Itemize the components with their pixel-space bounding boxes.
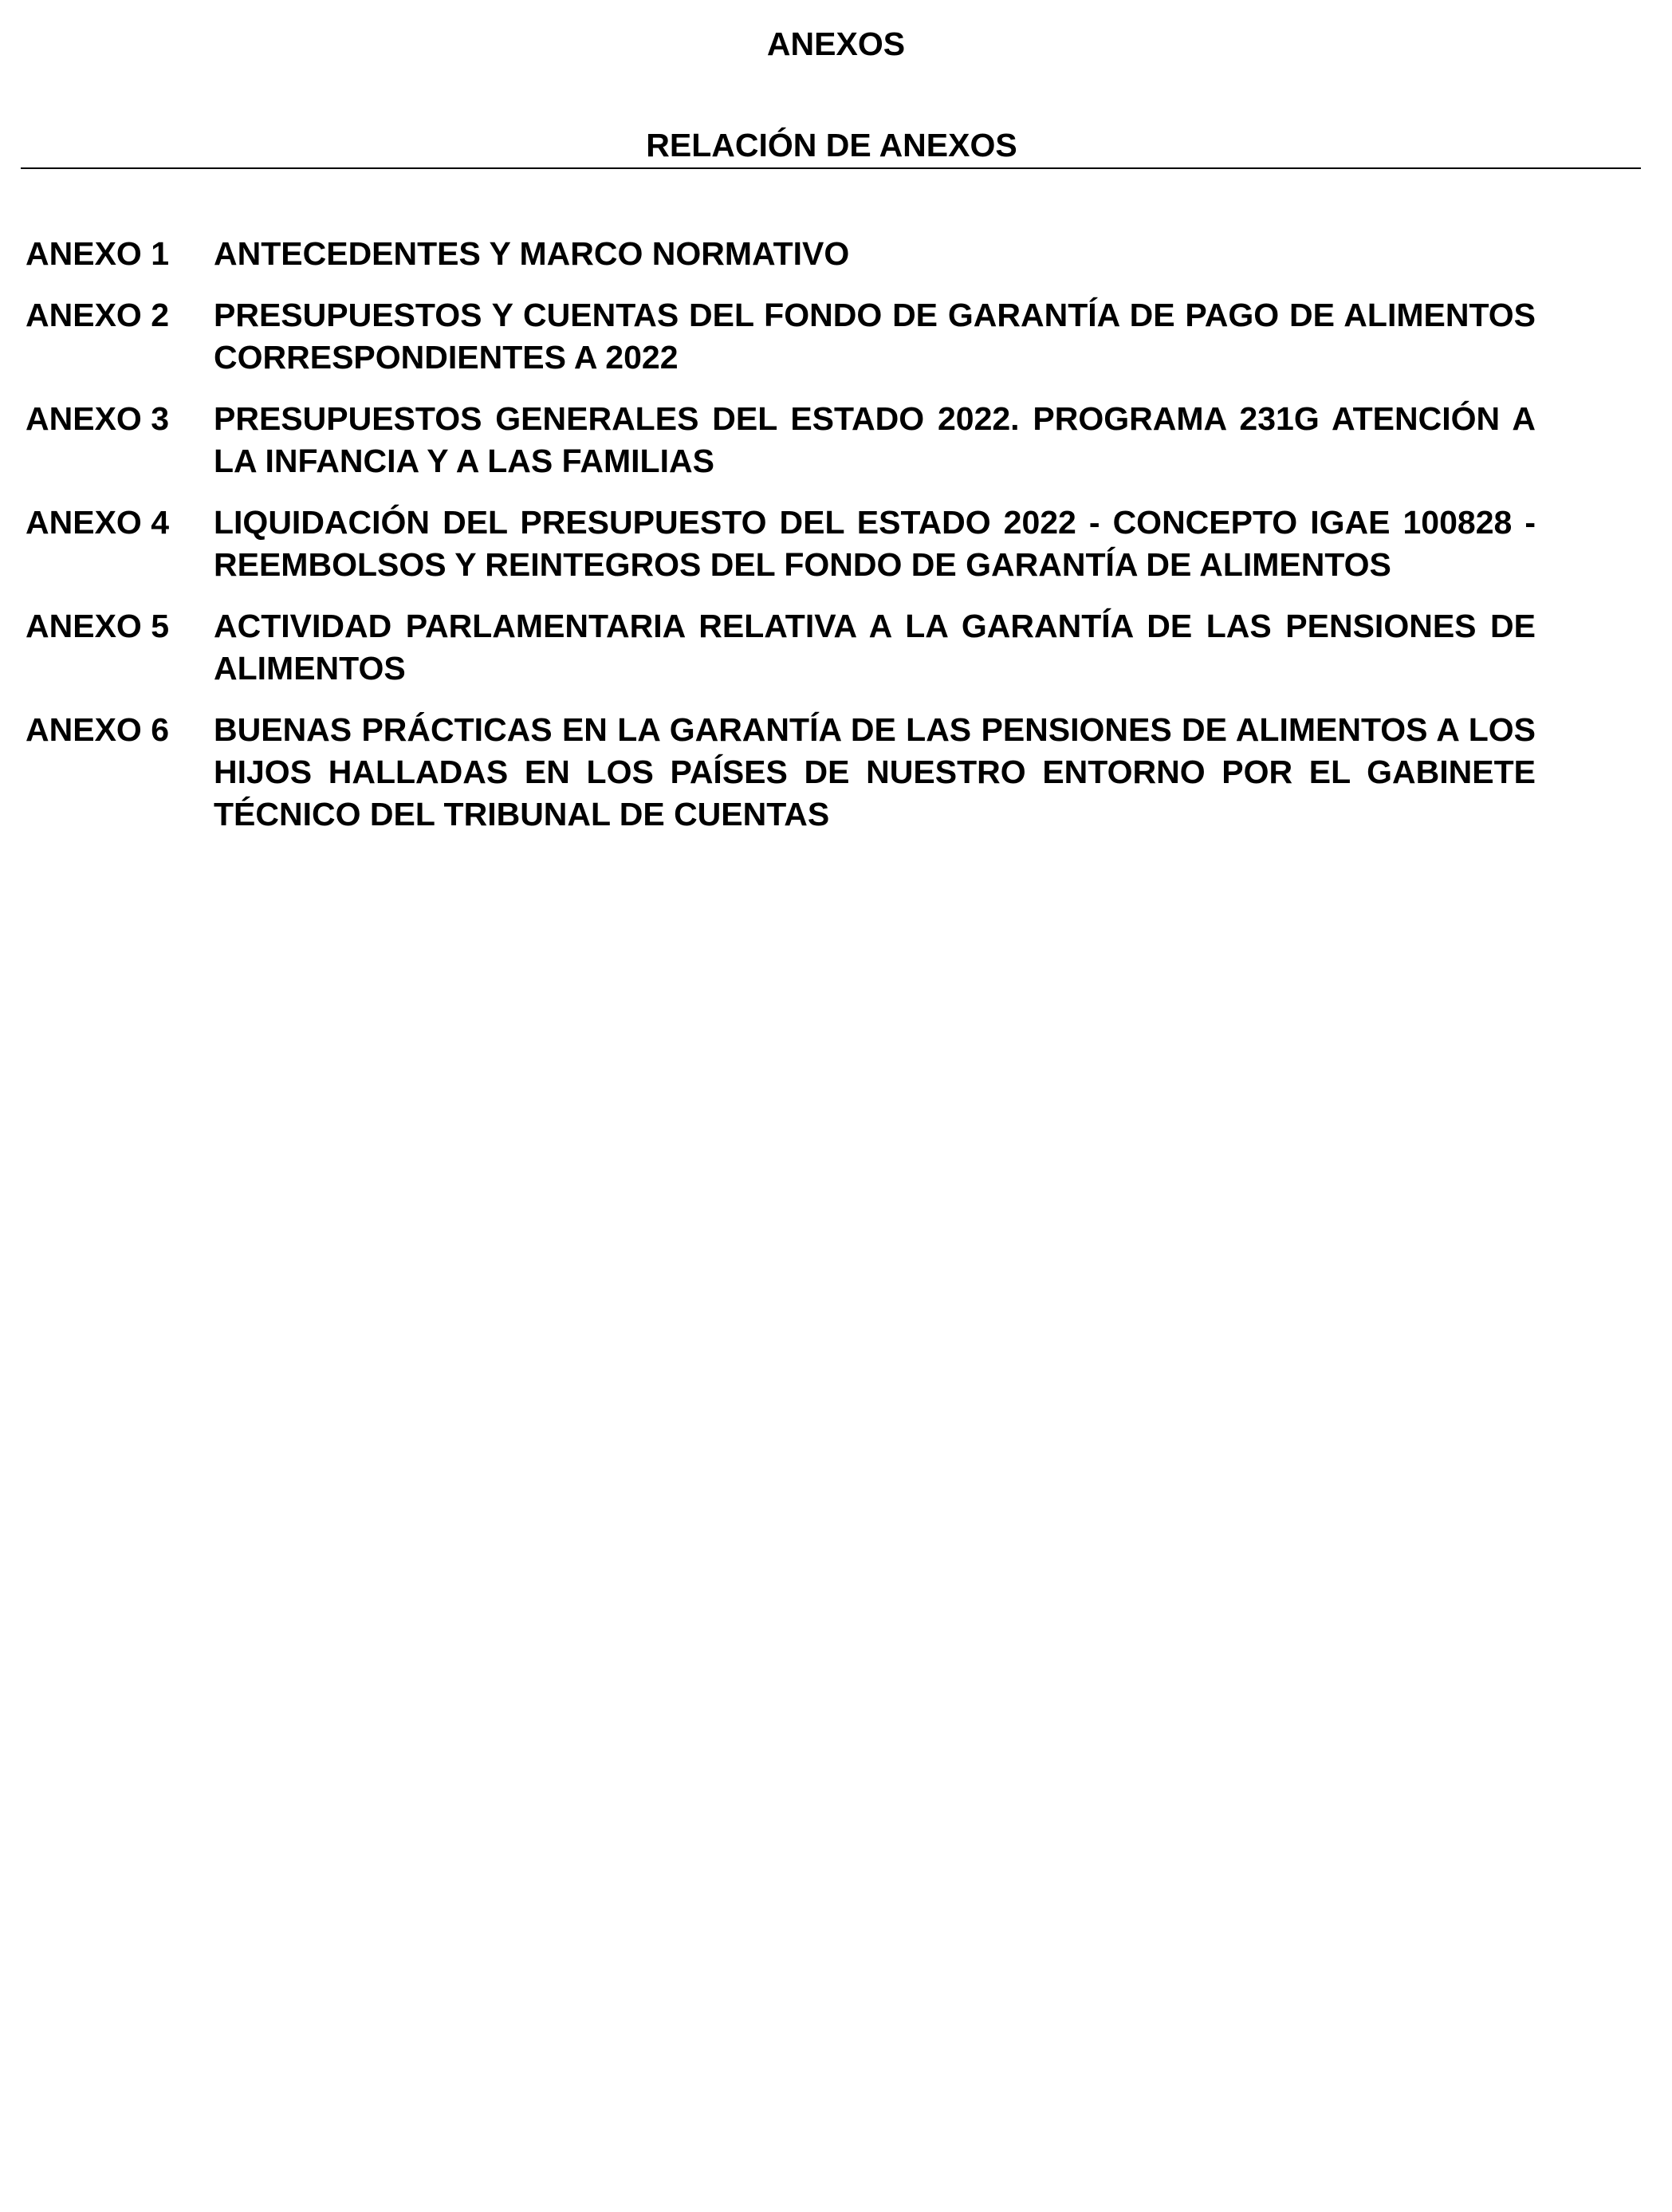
annex-label: ANEXO 4 <box>26 504 169 541</box>
annex-title: PRESUPUESTOS GENERALES DEL ESTADO 2022. PROGRAMA 231G ATENCIÓN A LA INFANCIA Y A LAS FAMILIAS <box>214 400 1536 479</box>
annex-item-6 <box>26 709 1536 836</box>
section-heading: RELACIÓN DE ANEXOS <box>646 127 1017 163</box>
heading-divider <box>21 167 1641 169</box>
annex-item-4 <box>26 502 1536 586</box>
page-title: ANEXOS <box>766 26 906 62</box>
annex-title: ANTECEDENTES Y MARCO NORMATIVO <box>214 235 850 272</box>
annex-item-3 <box>26 398 1536 482</box>
annex-label: ANEXO 3 <box>26 400 169 437</box>
annex-title: PRESUPUESTOS Y CUENTAS DEL FONDO DE GARANTÍA DE PAGO DE ALIMENTOS CORRESPONDIENTES A 2022 <box>214 297 1536 376</box>
annex-label: ANEXO 2 <box>26 297 169 333</box>
annex-label: ANEXO 6 <box>26 711 169 748</box>
annex-list <box>26 233 1536 855</box>
annex-title: BUENAS PRÁCTICAS EN LA GARANTÍA DE LAS PENSIONES DE ALIMENTOS A LOS HIJOS HALLADAS EN LOS PAÍSES DE NUESTRO ENTORNO POR EL GABINETE TÉCNICO DEL TRIBUNAL DE CUENTAS <box>214 711 1536 832</box>
annex-title: ACTIVIDAD PARLAMENTARIA RELATIVA A LA GARANTÍA DE LAS PENSIONES DE ALIMENTOS <box>214 608 1536 687</box>
annex-item-1 <box>26 233 1536 275</box>
annex-label: ANEXO 1 <box>26 235 169 272</box>
annex-label: ANEXO 5 <box>26 608 169 644</box>
annex-item-2 <box>26 294 1536 379</box>
annex-title: LIQUIDACIÓN DEL PRESUPUESTO DEL ESTADO 2022 - CONCEPTO IGAE 100828 - REEMBOLSOS Y REINTEGROS DEL FONDO DE GARANTÍA DE ALIMENTOS <box>214 504 1536 583</box>
annex-item-5 <box>26 605 1536 690</box>
